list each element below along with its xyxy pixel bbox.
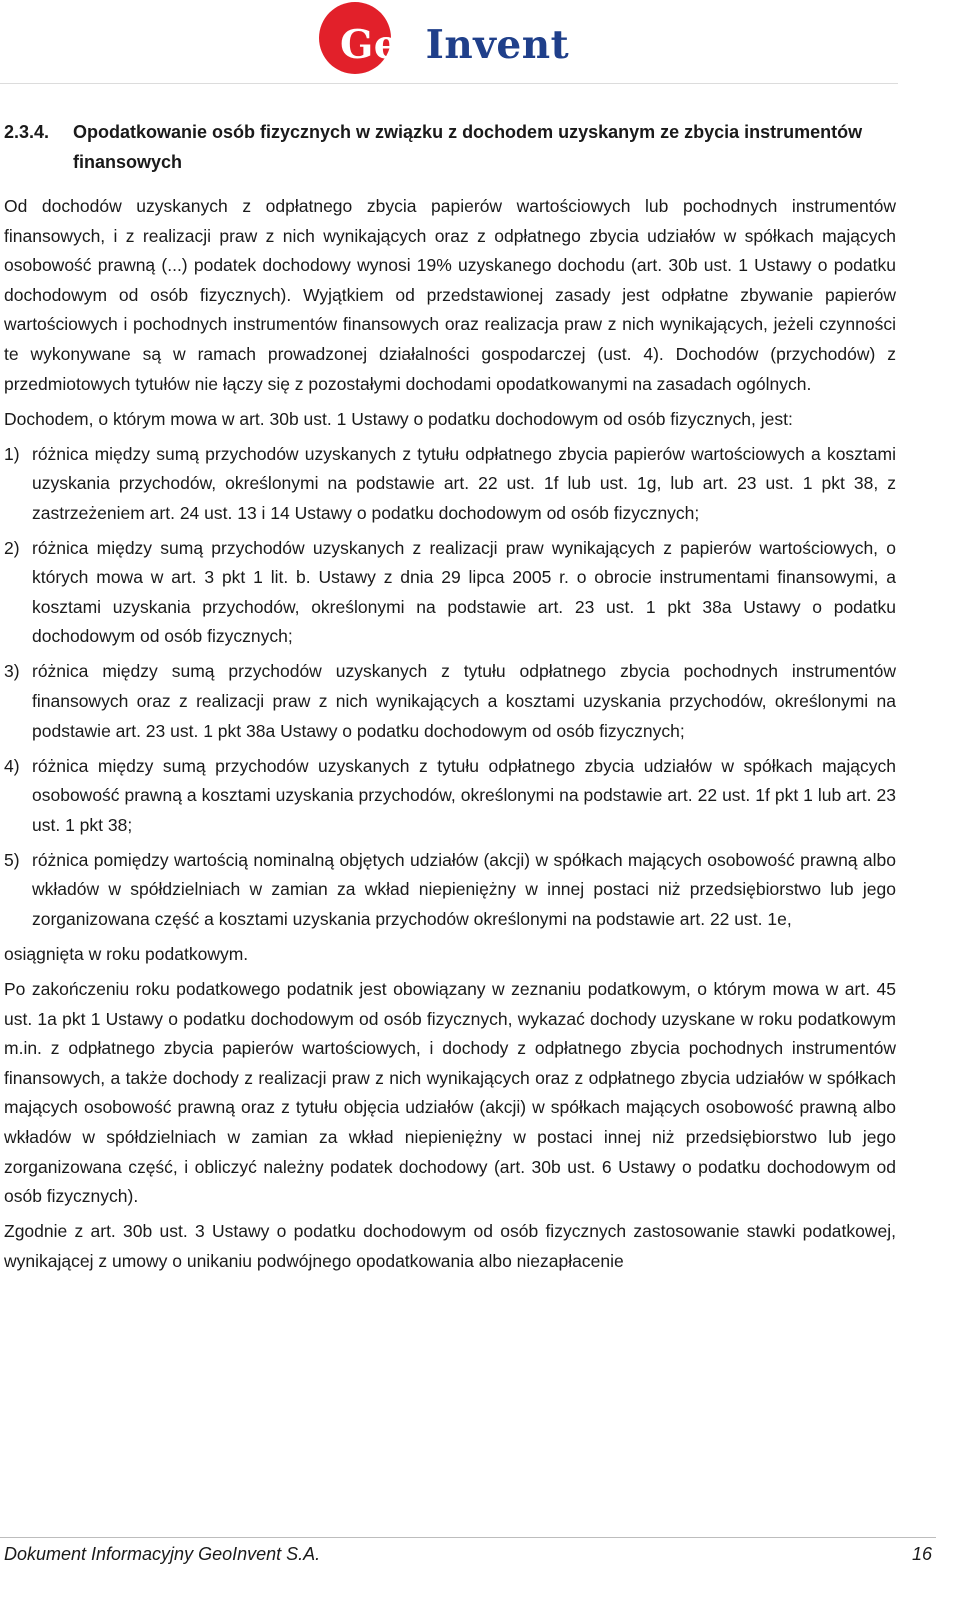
- list-marker: 1): [4, 443, 20, 464]
- paragraph-tax-return: Po zakończeniu roku podatkowego podatnik jest obowiązany w zeznaniu podatkowym, o którym mowa w art. 45 ust. 1a pkt 1 Ustawy o podatku dochodowym od osób fizycznych, wykazać dochody uzyskane w roku podatkowym m.in. z odpłatnego zbycia papierów wartościowych, i dochody z odpłatnego zbycia pochodnych instrumentów finansowych, a także dochody z realizacji praw z nich wynikających oraz z odpłatnego zbycia udziałów w spółkach mających osobowość prawną oraz z tytułu objęcia udziałów (akcji) w spółkach mających osobowość prawną albo wkładów w spółdzielniach w zamian za wkład niepieniężny w postaci innej niż przedsiębiorstwo lub jego zorganizowana część, i obliczyć należny podatek dochodowy (art. 30b ust. 6 Ustawy o podatku dochodowym od osób fizycznych).: [4, 978, 896, 1207]
- list-item: [4, 440, 896, 529]
- header-divider: [0, 83, 898, 84]
- logo-wordmark: [340, 20, 569, 70]
- list-item: [4, 657, 896, 746]
- document-body: [4, 192, 896, 1282]
- list-item-text: różnica między sumą przychodów uzyskanych z tytułu odpłatnego zbycia papierów wartościowych a kosztami uzyskania przychodów, określonymi na podstawie art. 22 ust. 1f lub ust. 1g, lub art. 23 ust. 1 pkt 38, z zastrzeżeniem art. 24 ust. 13 i 14 Ustawy o podatku dochodowym od osób fizycznych;: [32, 443, 896, 523]
- logo-text-invent: Invent: [425, 22, 570, 68]
- list-marker: 4): [4, 755, 20, 776]
- footer-divider: [0, 1537, 936, 1538]
- paragraph-income-definition: Dochodem, o którym mowa w art. 30b ust. 1 Ustawy o podatku dochodowym od osób fizycznych, jest:: [4, 408, 793, 429]
- list-marker: 5): [4, 849, 20, 870]
- list-item: [4, 752, 896, 841]
- geoinvent-logo: [318, 0, 588, 82]
- list-marker: 2): [4, 537, 20, 558]
- list-item: [4, 534, 896, 652]
- section-title: Opodatkowanie osób fizycznych w związku z dochodem uzyskanym ze zbycia instrumentów finansowych: [73, 122, 863, 172]
- list-item-text: różnica między sumą przychodów uzyskanych z tytułu odpłatnego zbycia pochodnych instrumentów finansowych oraz z realizacji praw z nich wynikających a kosztami uzyskania przychodów, określonymi na podstawie art. 23 ust. 1 pkt 38a Ustawy o podatku dochodowym od osób fizycznych;: [32, 661, 896, 741]
- logo-text-geo: Geo: [340, 22, 426, 68]
- list-item-text: różnica pomiędzy wartością nominalną objętych udziałów (akcji) w spółkach mających osobowość prawną albo wkładów w spółdzielniach w zamian za wkład niepieniężny w innej postaci niż przedsiębiorstwo lub jego zorganizowana część a kosztami uzyskania przychodów określonymi na podstawie art. 22 ust. 1e,: [32, 849, 896, 929]
- list-item-text: różnica między sumą przychodów uzyskanych z realizacji praw wynikających z papierów wartościowych, o których mowa w art. 3 pkt 1 lit. b. Ustawy z dnia 29 lipca 2005 r. o obrocie instrumentami finansowymi, a kosztami uzyskania przychodów, określonymi na podstawie art. 23 ust. 1 pkt 38a Ustawy o podatku dochodowym od osób fizycznych;: [32, 537, 896, 647]
- income-list: [4, 440, 896, 935]
- paragraph-tax-rate: Zgodnie z art. 30b ust. 3 Ustawy o podatku dochodowym od osób fizycznych zastosowanie stawki podatkowej, wynikającej z umowy o unikaniu podwójnego opodatkowania albo niezapłacenie: [4, 1221, 896, 1271]
- footer-page-number: 16: [911, 1544, 932, 1564]
- paragraph-tax-year: osiągnięta w roku podatkowym.: [4, 943, 249, 964]
- section-number: 2.3.4.: [4, 122, 50, 142]
- list-item: [4, 846, 896, 935]
- paragraph-intro: Od dochodów uzyskanych z odpłatnego zbycia papierów wartościowych lub pochodnych instrumentów finansowych, i z realizacji praw z nich wynikających oraz z odpłatnego zbycia udziałów w spółkach mających osobowość prawną (...) podatek dochodowy wynosi 19% uzyskanego dochodu (art. 30b ust. 1 Ustawy o podatku dochodowym od osób fizycznych). Wyjątkiem od przedstawionej zasady jest odpłatne zbywanie papierów wartościowych i pochodnych instrumentów finansowych oraz realizacja praw z nich wynikających, jeżeli czynności te wykonywane są w ramach prowadzonej działalności gospodarczej (ust. 4). Dochodów (przychodów) z przedmiotowych tytułów nie łączy się z pozostałymi dochodami opodatkowanymi na zasadach ogólnych.: [4, 196, 896, 394]
- footer-document-name: Dokument Informacyjny GeoInvent S.A.: [4, 1544, 321, 1564]
- list-marker: 3): [4, 661, 20, 682]
- list-item-text: różnica między sumą przychodów uzyskanych z tytułu odpłatnego zbycia udziałów w spółkach mających osobowość prawną a kosztami uzyskania przychodów, określonymi na podstawie art. 22 ust. 1f pkt 1 lub art. 23 ust. 1 pkt 38;: [32, 755, 896, 835]
